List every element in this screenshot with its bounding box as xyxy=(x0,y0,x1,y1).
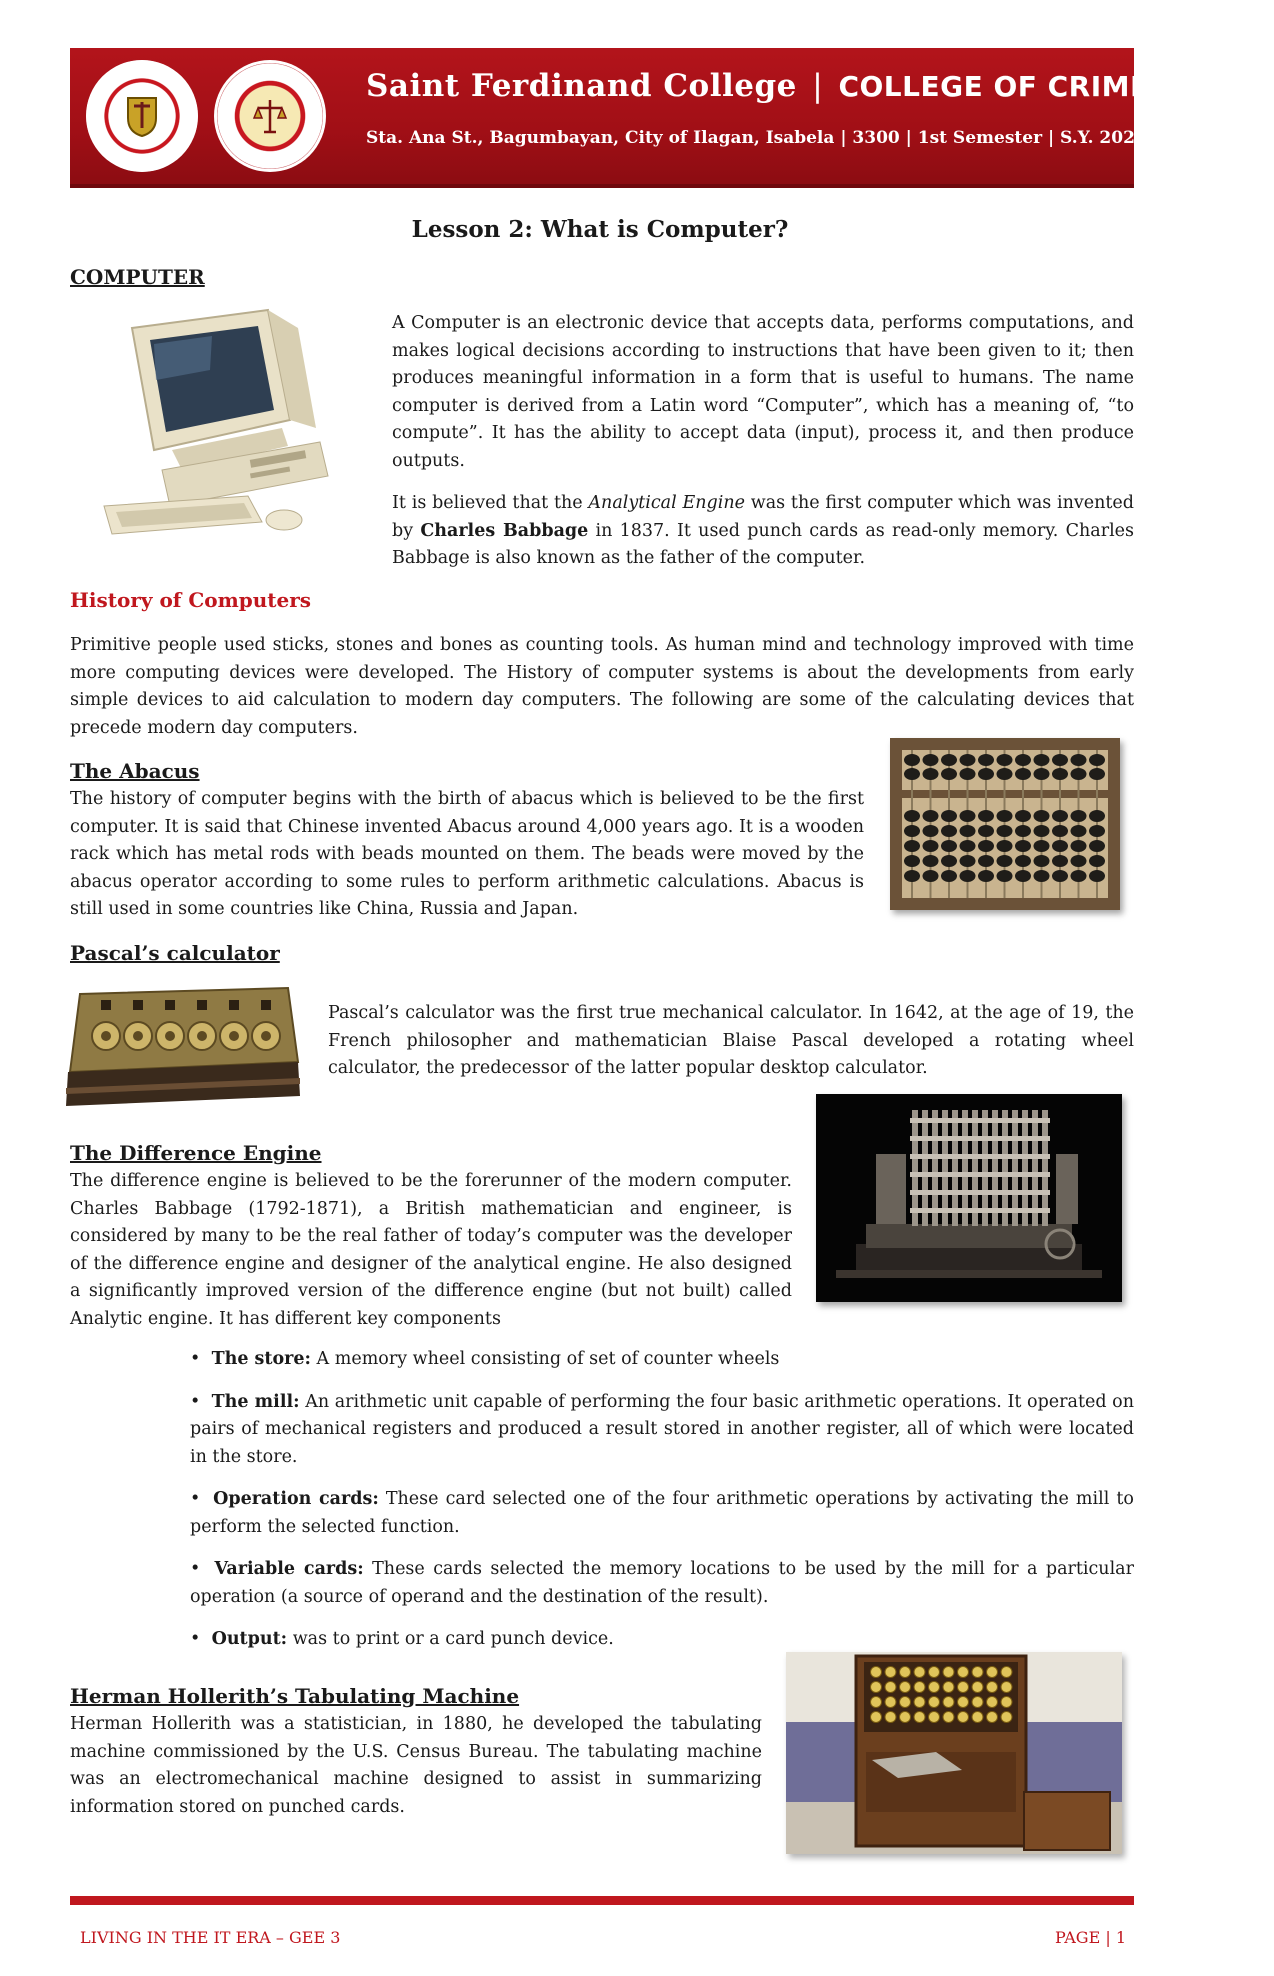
footer-course-title: LIVING IN THE IT ERA – GEE 3 xyxy=(80,1928,341,1947)
title-separator: | xyxy=(812,68,824,104)
abacus-image xyxy=(890,738,1120,910)
header-banner xyxy=(70,48,1274,188)
tabulating-machine-image xyxy=(786,1652,1122,1854)
component-text: An arithmetic unit capable of performing the four basic arithmetic operations. It operated on pairs of mechanical registers and produced a result stored in another register, all of which were located in the store. xyxy=(190,1391,1134,1467)
department-name: COLLEGE OF CRIMINOLOGY xyxy=(838,70,1274,103)
college-name: Saint Ferdinand College xyxy=(366,68,797,104)
component-text: A memory wheel consisting of set of counter wheels xyxy=(310,1349,780,1369)
component-text: These cards selected the memory locations to be used by the mill for a particular operation (a source of operand and the destination of the result). xyxy=(190,1559,1134,1607)
analytical-engine-paragraph xyxy=(392,490,1134,573)
component-term: The mill: xyxy=(211,1391,300,1412)
component-item: • Output: was to print or a card punch device. xyxy=(190,1629,614,1649)
history-heading: History of Computers xyxy=(70,588,312,612)
components-list xyxy=(190,1346,1134,1669)
component-item: • Operation cards: These card selected one of the four arithmetic operations by activating the mill to perform the selected function. xyxy=(190,1489,1134,1537)
difference-engine-image xyxy=(816,1094,1122,1302)
criminology-seal-logo xyxy=(214,60,326,172)
footer-divider xyxy=(70,1896,1134,1905)
difference-engine-heading: The Difference Engine xyxy=(70,1141,322,1165)
pascal-calculator-image xyxy=(62,984,302,1108)
computer-definition-paragraph: A Computer is an electronic device that accepts data, performs computations, and makes logical decisions according to instructions that have been given to it; then produces meaningful information in a form that is useful to humans. The name computer is derived from a Latin word “Computer”, which has a meaning of, “to compute”. It has the ability to accept data (input), process it, and then produce outputs. xyxy=(392,313,1134,471)
crest-icon xyxy=(124,94,160,138)
para2-text-c: in 1837. It used punch cards as read-only memory. Charles Babbage is also known as the father of the computer. xyxy=(392,520,1135,568)
abacus-paragraph: The history of computer begins with the birth of abacus which is believed to be the first computer. It is said that Chinese invented Abacus around 4,000 years ago. It is a wooden rack which has metal rods with beads mounted on them. The beads were moved by the abacus operator according to some rules to perform arithmetic calculations. Abacus is still used in some countries like China, Russia and Japan. xyxy=(70,789,864,919)
para2-text-a: It is believed that the xyxy=(392,493,589,513)
component-term: Variable cards: xyxy=(214,1559,364,1579)
address-line: Sta. Ana St., Bagumbayan, City of Ilagan, Isabela | 3300 | 1st Semester | S.Y. 2022 - 2023 xyxy=(366,128,1213,148)
scales-icon xyxy=(252,94,288,138)
charles-babbage-name: Charles Babbage xyxy=(420,520,589,541)
component-term: Operation cards: xyxy=(213,1489,379,1509)
component-item: • The mill: An arithmetic unit capable of performing the four basic arithmetic operations. It operated on pairs of mechanical registers and produced a result stored in another register, all of which were located in the store. xyxy=(190,1391,1134,1467)
hollerith-paragraph: Herman Hollerith was a statistician, in 1880, he developed the tabulating machine commissioned by the U.S. Census Bureau. The tabulating machine was an electromechanical machine designed to assist in summarizing information stored on punched cards. xyxy=(70,1714,762,1817)
component-term: The store: xyxy=(211,1349,311,1369)
abacus-heading: The Abacus xyxy=(70,759,200,783)
lesson-title: Lesson 2: What is Computer? xyxy=(411,216,789,243)
component-text: was to print or a card punch device. xyxy=(287,1629,614,1649)
para2-text-b: was the first computer which was invented by xyxy=(392,493,1134,541)
history-paragraph: Primitive people used sticks, stones and bones as counting tools. As human mind and technology improved with time more computing devices were developed. The History of computer systems is about the developments from early simple devices to aid calculation to modern day computers. The following are some of the calculating devices that precede modern day computers. xyxy=(70,635,1134,738)
footer-page-number: PAGE | 1 xyxy=(1054,1928,1126,1947)
computer-image xyxy=(92,300,356,550)
hollerith-heading: Herman Hollerith’s Tabulating Machine xyxy=(70,1684,520,1708)
pascal-paragraph: Pascal’s calculator was the first true mechanical calculator. In 1642, at the age of 19, the French philosopher and mathematician Blaise Pascal developed a rotating wheel calculator, the predecessor of the latter popular desktop calculator. xyxy=(328,1003,1134,1078)
component-term: Output: xyxy=(211,1629,288,1649)
computer-heading: COMPUTER xyxy=(70,265,205,289)
banner-title xyxy=(366,68,1274,104)
pascal-heading: Pascal’s calculator xyxy=(70,941,280,965)
difference-engine-paragraph: The difference engine is believed to be the forerunner of the modern computer. Charles Babbage (1792-1871), a British mathematician and engineer, is considered by many to be the real father of today’s computer was the developer of the difference engine and designer of the analytical engine. He also designed a significantly improved version of the difference engine (but not built) called Analytic engine. It has different key components xyxy=(70,1171,792,1329)
component-item: • Variable cards: These cards selected the memory locations to be used by the mill for a particular operation (a source of operand and the destination of the result). xyxy=(190,1559,1134,1607)
component-text: These card selected one of the four arithmetic operations by activating the mill to perform the selected function. xyxy=(190,1489,1134,1537)
analytical-engine-term: Analytical Engine xyxy=(588,493,745,513)
component-item: • The store: A memory wheel consisting of set of counter wheels xyxy=(190,1349,780,1369)
college-seal-logo xyxy=(86,60,198,172)
